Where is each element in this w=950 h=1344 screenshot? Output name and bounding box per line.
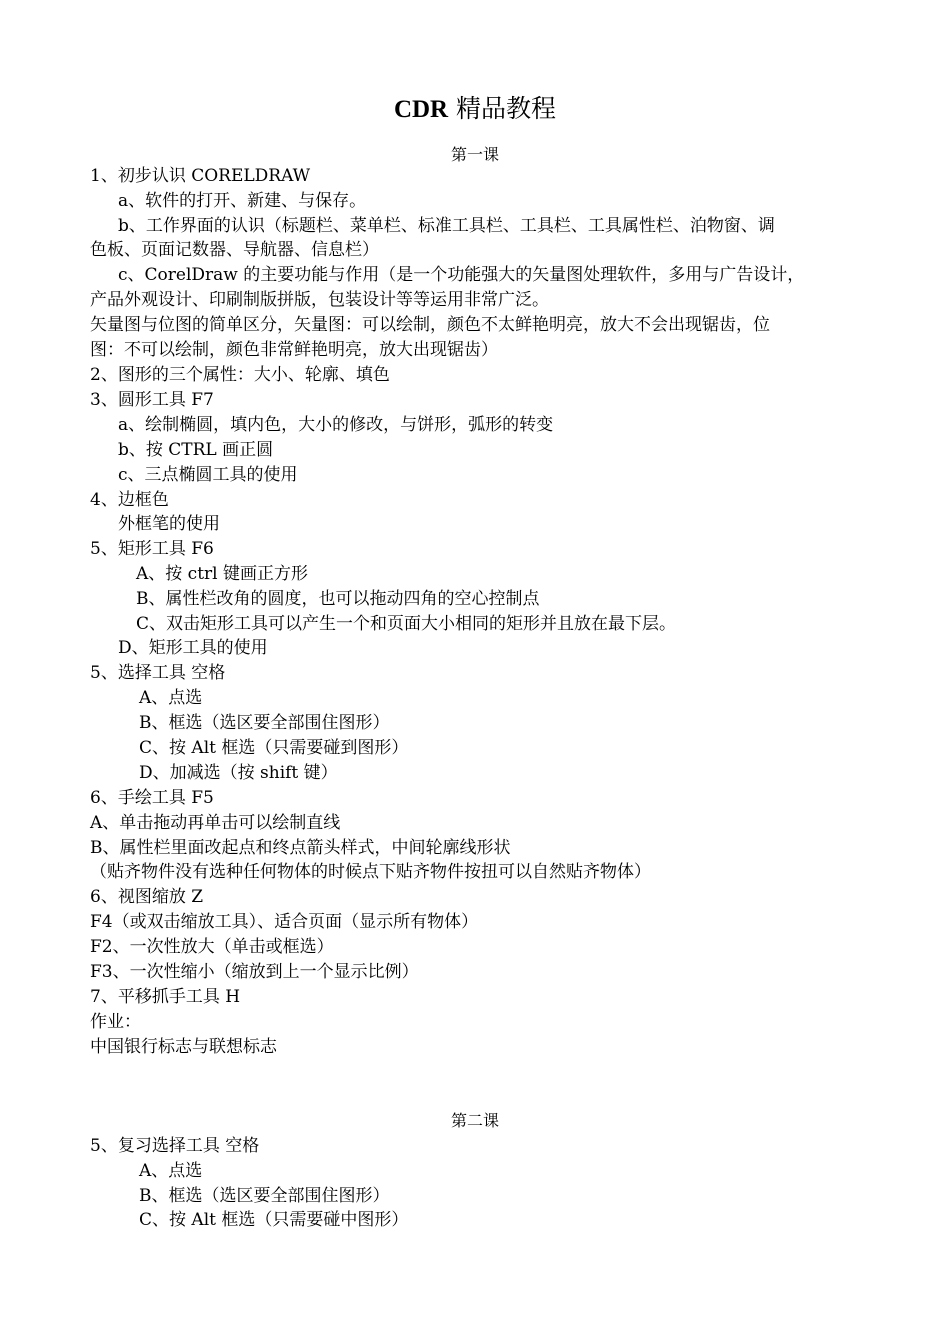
title-latin: CDR: [393, 96, 449, 123]
text-line: 7、平移抓手工具 H: [90, 987, 241, 1007]
text-line: c、CorelDraw 的主要功能与作用（是一个功能强大的矢量图处理软件，多用与广告设计，: [118, 265, 805, 285]
text-line: B、属性栏改角的圆度，也可以拖动四角的空心控制点: [136, 589, 540, 609]
text-line: 3、圆形工具 F7: [90, 390, 214, 410]
text-line: 5、选择工具 空格: [90, 663, 226, 683]
text-line: 矢量图与位图的简单区分，矢量图：可以绘制，颜色不太鲜艳明亮，放大不会出现锯齿，位: [90, 315, 770, 335]
text-line: 6、视图缩放 Z: [90, 887, 204, 907]
document-title: [0, 92, 950, 127]
text-line: （贴齐物件没有选种任何物体的时候点下贴齐物件按扭可以自然贴齐物体）: [90, 862, 651, 882]
text-line: A、点选: [139, 1161, 203, 1181]
text-line: B、属性栏里面改起点和终点箭头样式，中间轮廓线形状: [90, 838, 511, 858]
text-line: C、按 Alt 框选（只需要碰中图形）: [139, 1210, 409, 1230]
title-rest: 精品教程: [448, 94, 557, 123]
text-line: 中国银行标志与联想标志: [90, 1037, 277, 1057]
lesson-two-heading: 第二课: [450, 1111, 499, 1130]
text-line: b、按 CTRL 画正圆: [118, 440, 274, 460]
text-line: 4、边框色: [90, 490, 169, 510]
text-line: F3、一次性缩小（缩放到上一个显示比例）: [90, 962, 419, 982]
text-line: 外框笔的使用: [118, 514, 220, 534]
text-line: B、框选（选区要全部围住图形）: [139, 1186, 390, 1206]
text-line: A、单击拖动再单击可以绘制直线: [90, 813, 341, 833]
text-line: 2、图形的三个属性：大小、轮廓、填色: [90, 365, 390, 385]
text-line: F4（或双击缩放工具）、适合页面（显示所有物体）: [90, 912, 479, 932]
text-line: A、点选: [139, 688, 203, 708]
text-line: B、框选（选区要全部围住图形）: [139, 713, 390, 733]
text-line: 色板、页面记数器、导航器、信息栏）: [90, 240, 379, 260]
text-line: a、绘制椭圆，填内色，大小的修改，与饼形，弧形的转变: [118, 415, 554, 435]
text-line: D、加减选（按 shift 键）: [139, 763, 338, 783]
text-line: C、按 Alt 框选（只需要碰到图形）: [139, 738, 409, 758]
text-line: c、三点椭圆工具的使用: [118, 465, 298, 485]
text-line: a、软件的打开、新建、与保存。: [118, 191, 367, 211]
lesson-one-heading: 第一课: [450, 145, 499, 164]
text-line: 作业：: [90, 1012, 141, 1032]
text-line: 5、矩形工具 F6: [90, 539, 214, 559]
text-line: 1、初步认识 CORELDRAW: [90, 166, 311, 186]
text-line: D、矩形工具的使用: [118, 638, 268, 658]
text-line: C、双击矩形工具可以产生一个和页面大小相同的矩形并且放在最下层。: [136, 614, 677, 634]
text-line: 产品外观设计、印刷制版拼版，包装设计等等运用非常广泛。: [90, 290, 549, 310]
text-line: F2、一次性放大（单击或框选）: [90, 937, 334, 957]
text-line: 6、手绘工具 F5: [90, 788, 214, 808]
text-line: 5、复习选择工具 空格: [90, 1136, 260, 1156]
text-line: b、工作界面的认识（标题栏、菜单栏、标准工具栏、工具栏、工具属性栏、泊物窗、调: [118, 216, 775, 236]
text-line: 图：不可以绘制，颜色非常鲜艳明亮，放大出现锯齿）: [90, 340, 498, 360]
text-line: A、按 ctrl 键画正方形: [136, 564, 309, 584]
